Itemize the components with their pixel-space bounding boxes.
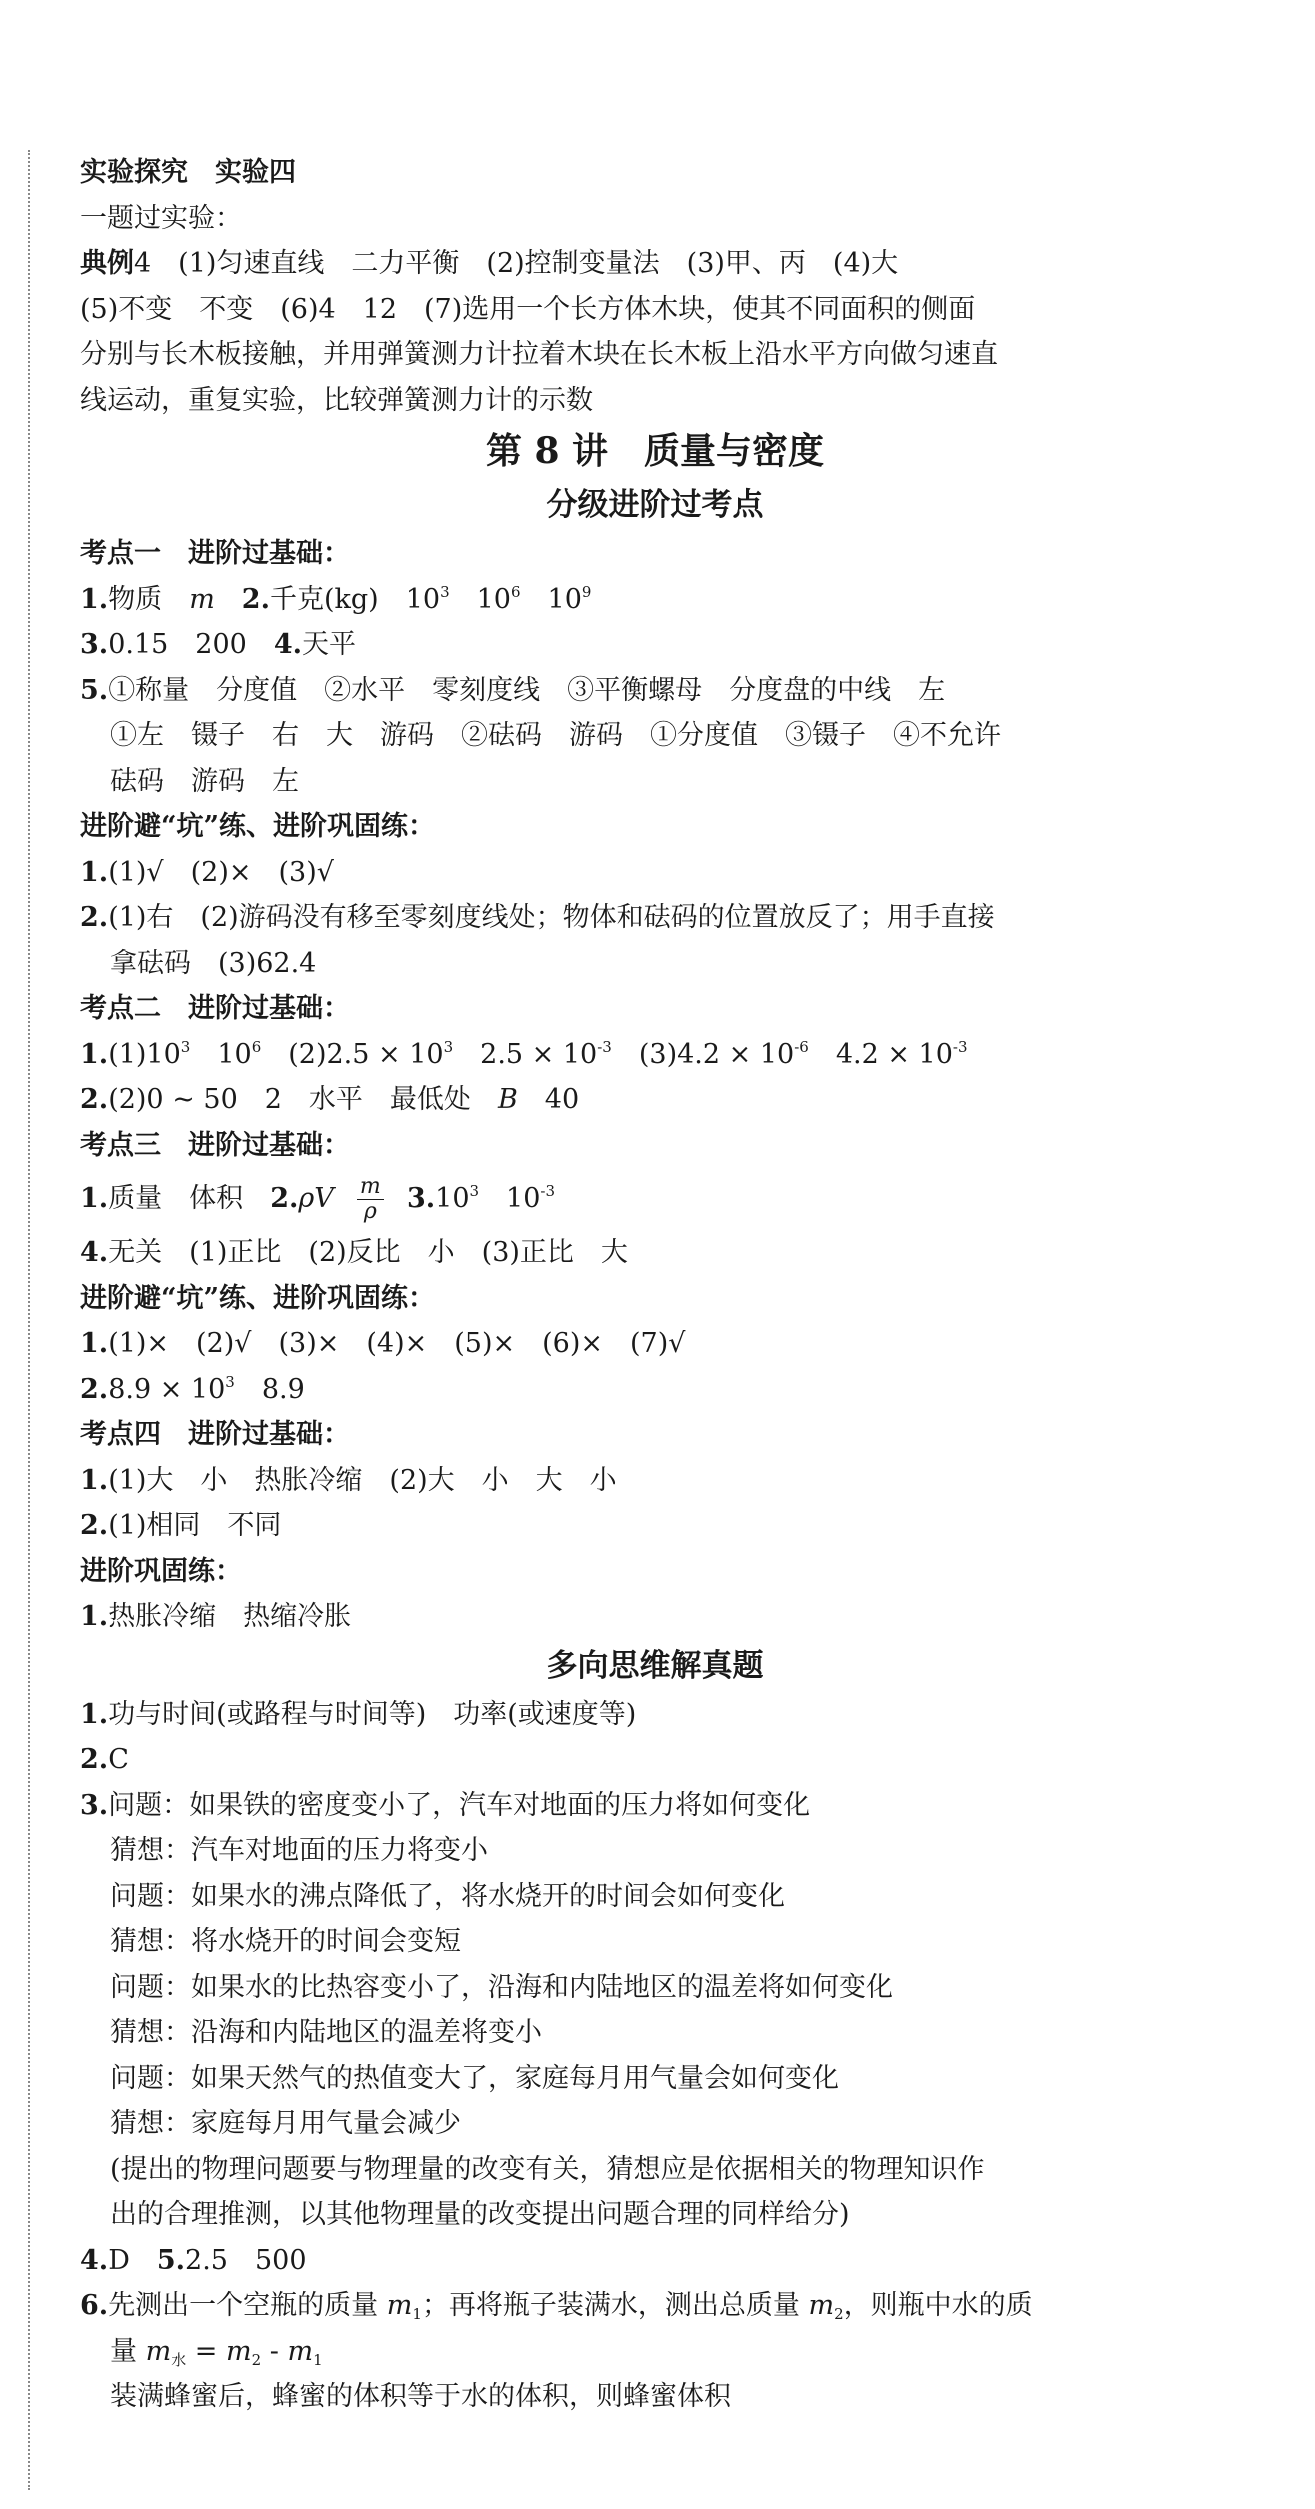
math-var: m bbox=[226, 2335, 252, 2367]
answer-text: 10 bbox=[520, 583, 582, 615]
answer-line bbox=[80, 850, 1230, 896]
num-label: 4. bbox=[80, 2244, 109, 2276]
answer-line bbox=[80, 622, 1230, 668]
lecture-title: 第 8 讲 质量与密度 bbox=[485, 430, 825, 472]
exponent: 3 bbox=[469, 1182, 480, 1200]
math-var: m bbox=[386, 2290, 413, 2321]
section-title: 多向思维解真题 bbox=[546, 1647, 764, 1684]
num-label: 3. bbox=[406, 1183, 436, 1214]
answer-text: 10 bbox=[190, 1038, 252, 1070]
answer-line bbox=[80, 895, 1230, 941]
answer-text: ①称量 分度值 ②水平 零刻度线 ③平衡螺母 分度盘的中线 左 bbox=[108, 674, 946, 706]
answer-line: 问题：如果天然气的热值变大了，家庭每月用气量会如何变化 bbox=[110, 2062, 839, 2094]
math-var: m bbox=[808, 2290, 835, 2321]
num-label: 1. bbox=[80, 1601, 109, 1632]
answer-text: 物质 bbox=[108, 583, 190, 615]
num-label: 2. bbox=[80, 902, 109, 933]
num-label: 4. bbox=[273, 629, 303, 660]
practice-heading: 进阶巩固练： bbox=[80, 1555, 242, 1587]
answer-line bbox=[80, 1503, 1230, 1549]
exponent: 3 bbox=[440, 582, 450, 601]
answer-text: 问题：如果铁的密度变小了，汽车对地面的压力将如何变化 bbox=[108, 1789, 811, 1821]
point-heading: 考点一 进阶过基础： bbox=[80, 538, 350, 569]
answer-line bbox=[80, 1168, 1230, 1230]
section-heading-experiment: 实验探究 实验四 bbox=[80, 157, 296, 188]
answer-text: 2.5 × 10 bbox=[453, 1038, 598, 1070]
num-label: 2. bbox=[80, 1373, 109, 1405]
point-heading: 考点二 进阶过基础： bbox=[80, 993, 350, 1024]
example-text: 4 (1)匀速直线 二力平衡 (2)控制变量法 (3)甲、丙 (4)大 bbox=[134, 248, 899, 279]
answer-text: - bbox=[261, 2335, 288, 2367]
num-label: 2. bbox=[270, 1183, 299, 1214]
answer-text: 功与时间(或路程与时间等) 功率(或速度等) bbox=[108, 1698, 637, 1730]
num-label: 1. bbox=[80, 1698, 109, 1730]
num-label: 5. bbox=[80, 674, 109, 706]
exponent: -3 bbox=[597, 1037, 612, 1056]
num-label: 4. bbox=[80, 1237, 109, 1268]
answer-text: (2)2.5 × 10 bbox=[261, 1038, 444, 1070]
answer-text: (3)4.2 × 10 bbox=[611, 1038, 795, 1070]
answer-line bbox=[80, 1594, 1230, 1640]
answer-text: ，则瓶中水的质 bbox=[843, 2290, 1033, 2321]
practice-heading: 进阶避“坑”练、进阶巩固练： bbox=[80, 811, 436, 842]
example-4-line bbox=[80, 241, 1230, 287]
answer-line: 拿砝码 (3)62.4 bbox=[110, 947, 317, 979]
answer-line: 猜想：汽车对地面的压力将变小 bbox=[110, 1835, 488, 1866]
answer-text: 0.15 200 bbox=[108, 629, 274, 660]
answer-text: (1)10 bbox=[108, 1038, 181, 1070]
num-label: 2. bbox=[80, 1084, 109, 1115]
answer-line bbox=[80, 1692, 1230, 1738]
num-label: 1. bbox=[80, 1328, 109, 1359]
math-var: m bbox=[145, 2335, 172, 2367]
point-heading: 考点三 进阶过基础： bbox=[80, 1129, 350, 1161]
answer-text: C bbox=[108, 1744, 129, 1775]
answer-text: 10 bbox=[435, 1183, 470, 1214]
answer-text: 天平 bbox=[302, 629, 357, 660]
answer-text: (1)大 小 热胀冷缩 (2)大 小 大 小 bbox=[108, 1464, 617, 1496]
answer-text: 2.5 500 bbox=[185, 2244, 307, 2276]
answer-text: 质量 体积 bbox=[108, 1183, 271, 1214]
answer-text: D bbox=[108, 2244, 157, 2276]
num-label: 3. bbox=[80, 1789, 109, 1821]
point-heading: 考点四 进阶过基础： bbox=[80, 1419, 350, 1450]
answer-text: 10 bbox=[479, 1183, 541, 1214]
answer-line bbox=[80, 2238, 1230, 2284]
answer-text: 4.2 × 10 bbox=[808, 1038, 953, 1070]
answer-line bbox=[80, 1077, 1230, 1123]
answer-text: = bbox=[186, 2335, 227, 2367]
answer-line bbox=[80, 1367, 1230, 1413]
answer-line bbox=[80, 1783, 1230, 1829]
subscript: 2 bbox=[251, 2350, 262, 2369]
num-label: 1. bbox=[80, 1464, 109, 1496]
exponent: -3 bbox=[540, 1182, 556, 1200]
answer-text: 无关 (1)正比 (2)反比 小 (3)正比 大 bbox=[108, 1237, 628, 1268]
answer-text: 千克(kg) 10 bbox=[269, 583, 441, 615]
exponent: 6 bbox=[510, 582, 521, 601]
answer-line bbox=[80, 1032, 1230, 1078]
answer-text: (1)× (2)√ (3)× (4)× (5)× (6)× (7)√ bbox=[108, 1328, 686, 1359]
answer-text: 热胀冷缩 热缩冷胀 bbox=[108, 1601, 352, 1632]
answer-line bbox=[80, 1458, 1230, 1504]
num-label: 1. bbox=[80, 856, 109, 888]
answer-line: 装满蜂蜜后，蜂蜜的体积等于水的体积，则蜂蜜体积 bbox=[110, 2381, 731, 2412]
page-content bbox=[80, 150, 1230, 2420]
num-label: 1. bbox=[80, 1183, 109, 1214]
answer-line bbox=[80, 2283, 1230, 2329]
num-label: 2. bbox=[214, 583, 270, 615]
answer-text: 先测出一个空瓶的质量 bbox=[108, 2290, 387, 2321]
subscript: 1 bbox=[313, 2350, 323, 2369]
exponent: 6 bbox=[251, 1037, 262, 1056]
math-expr: ρV bbox=[298, 1183, 334, 1214]
text-line: 线运动，重复实验，比较弹簧测力计的示数 bbox=[80, 384, 593, 416]
answer-line bbox=[80, 1230, 1230, 1276]
exponent: -3 bbox=[952, 1037, 968, 1056]
exponent: -6 bbox=[794, 1037, 809, 1056]
exponent: 3 bbox=[180, 1037, 191, 1056]
answer-text: (1)√ (2)× (3)√ bbox=[108, 856, 334, 888]
answer-text: (2)0 ~ 50 2 水平 最低处 bbox=[108, 1084, 498, 1115]
example-label: 典例 bbox=[80, 248, 134, 279]
answer-line: 猜想：沿海和内陆地区的温差将变小 bbox=[110, 2017, 542, 2048]
answer-line: 问题：如果水的比热容变小了，沿海和内陆地区的温差将如何变化 bbox=[110, 1971, 893, 2003]
answer-text: 8.9 × 10 bbox=[108, 1373, 226, 1405]
answer-text: 40 bbox=[517, 1084, 580, 1115]
answer-line: 出的合理推测，以其他物理量的改变提出问题合理的同样给分) bbox=[110, 2199, 850, 2230]
answer-line: 猜想：将水烧开的时间会变短 bbox=[110, 1926, 461, 1957]
text-line: 一题过实验： bbox=[80, 202, 242, 234]
answer-line: 猜想：家庭每月用气量会减少 bbox=[110, 2108, 461, 2139]
exponent: 3 bbox=[443, 1037, 454, 1056]
answer-line: 问题：如果水的沸点降低了，将水烧开的时间会如何变化 bbox=[110, 1880, 785, 1912]
num-label: 2. bbox=[80, 1510, 109, 1541]
answer-line: ①左 镊子 右 大 游码 ②砝码 游码 ①分度值 ③镊子 ④不允许 bbox=[110, 720, 1001, 751]
text-line: 分别与长木板接触，并用弹簧测力计拉着木块在长木板上沿水平方向做匀速直 bbox=[80, 339, 998, 370]
num-label: 1. bbox=[80, 583, 109, 615]
num-label: 5. bbox=[156, 2244, 186, 2276]
subscript: 2 bbox=[834, 2305, 844, 2323]
answer-line: (提出的物理问题要与物理量的改变有关，猜想应是依据相关的物理知识作 bbox=[110, 2153, 985, 2185]
fraction-denominator: ρ bbox=[363, 1199, 377, 1224]
answer-text: 8.9 bbox=[234, 1373, 305, 1405]
fraction-numerator: m bbox=[357, 1175, 384, 1200]
math-var: m bbox=[287, 2335, 314, 2367]
answer-line bbox=[80, 1737, 1230, 1783]
section-title: 分级进阶过考点 bbox=[546, 487, 764, 523]
binding-margin-dotted-line bbox=[28, 150, 30, 2490]
num-label: 2. bbox=[80, 1744, 109, 1775]
exponent: 9 bbox=[581, 582, 592, 601]
subscript: 水 bbox=[171, 2350, 187, 2369]
practice-heading: 进阶避“坑”练、进阶巩固练： bbox=[80, 1282, 436, 1314]
num-label: 6. bbox=[80, 2290, 109, 2321]
answer-text: 10 bbox=[449, 583, 511, 615]
answer-line: 砝码 游码 左 bbox=[110, 765, 299, 797]
math-var: B bbox=[497, 1084, 518, 1115]
num-label: 1. bbox=[80, 1038, 109, 1070]
subscript: 1 bbox=[412, 2305, 422, 2323]
exponent: 3 bbox=[225, 1372, 235, 1391]
text-line: (5)不变 不变 (6)4 12 (7)选用一个长方体木块，使其不同面积的侧面 bbox=[80, 293, 976, 325]
answer-line bbox=[80, 577, 1230, 623]
answer-line bbox=[80, 2329, 1230, 2375]
answer-text: ；再将瓶子装满水，测出总质量 bbox=[421, 2290, 809, 2321]
answer-line bbox=[80, 668, 1230, 714]
answer-line bbox=[80, 1321, 1230, 1367]
answer-text: 量 bbox=[110, 2335, 146, 2367]
answer-text: (1)右 (2)游码没有移至零刻度线处；物体和砝码的位置放反了；用手直接 bbox=[108, 902, 995, 933]
num-label: 3. bbox=[80, 629, 109, 660]
fraction bbox=[357, 1175, 384, 1224]
math-var: m bbox=[189, 583, 215, 615]
answer-text: (1)相同 不同 bbox=[108, 1510, 282, 1541]
